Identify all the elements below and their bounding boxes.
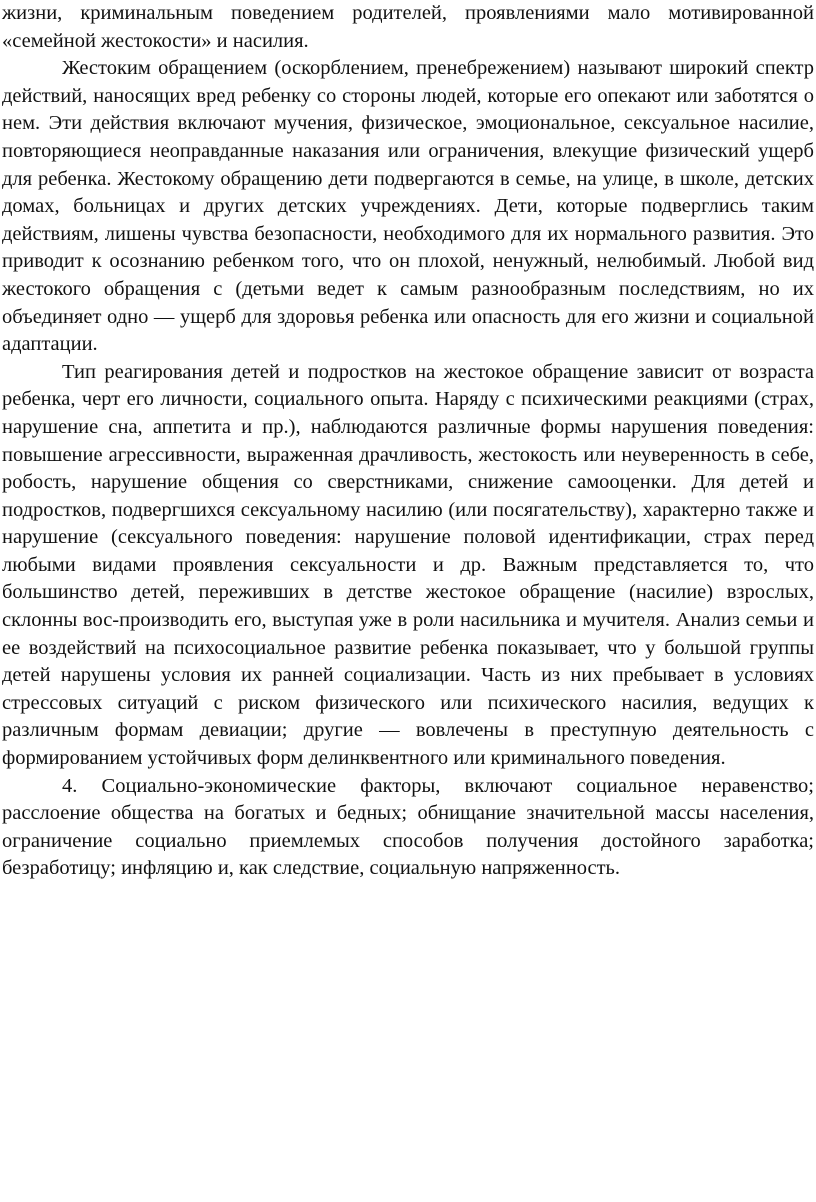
paragraph-continuation: жизни, криминальным поведением родителей, проявлениями мало мотивированной «семейной жестокости» и насилия. [2,2,814,52]
document-body [2,0,814,883]
paragraph-cruel-treatment: Жестоким обращением (оскорблением, пренебрежением) называют широкий спектр действий, наносящих вред ребенку со стороны людей, которые его опекают или заботятся о нем. Эти действия включают мучения, физическое, эмоциональное, сексуальное насилие, повторяющиеся неоправданные наказания или ограничения, влекущие физический ущерб для ребенка. Жестокому обращению дети подвергаются в семье, на улице, в школе, детских домах, больницах и других детских учреждениях. Дети, которые подверглись таким действиям, лишены чувства безопасности, необходимого для их нормального развития. Это приводит к осознанию ребенком того, что он плохой, ненужный, нелюбимый. Любой вид жестокого обращения с (детьми ведет к самым разнообразным последствиям, но их объединяет одно — ущерб для здоровья ребенка или опасность для его жизни и социальной адаптации. [2,57,814,356]
paragraph-reaction-types: Тип реагирования детей и подростков на жестокое обращение зависит от возраста ребенка, черт его личности, социального опыта. Наряду с психическими реакциями (страх, нарушение сна, аппетита и пр.), наблюдаются различные формы нарушения поведения: повышение агрессивности, выраженная драчливость, жестокость или неуверенность в себе, робость, нарушение общения со сверстниками, снижение самооценки. Для детей и подростков, подвергшихся сексуальному насилию (или посягательству), характерно также и нарушение (сексуального поведения: нарушение половой идентификации, страх перед любыми видами проявления сексуальности и др. Важным представляется то, что большинство детей, переживших в детстве жестокое обращение (насилие) взрослых, склонны вос-производить его, выступая уже в роли насильника и мучителя. Анализ семьи и ее воздействий на психосоциальное развитие ребенка показывает, что у большой группы детей нарушены условия их ранней социализации. Часть из них пребывает в условиях стрессовых ситуаций с риском физического или психического насилия, ведущих к различным формам девиации; другие — вовлечены в преступную деятельность с формированием устойчивых форм делинквентного или криминального поведения. [2,360,814,770]
paragraph-socioeconomic-factors: 4. Социально-экономические факторы, включают социальное неравенство; расслоение общества на богатых и бедных; обнищание значительной массы населения, ограничение социально приемлемых способов получения достойного заработка; безработицу; инфляцию и, как следствие, социальную напряженность. [2,774,814,880]
